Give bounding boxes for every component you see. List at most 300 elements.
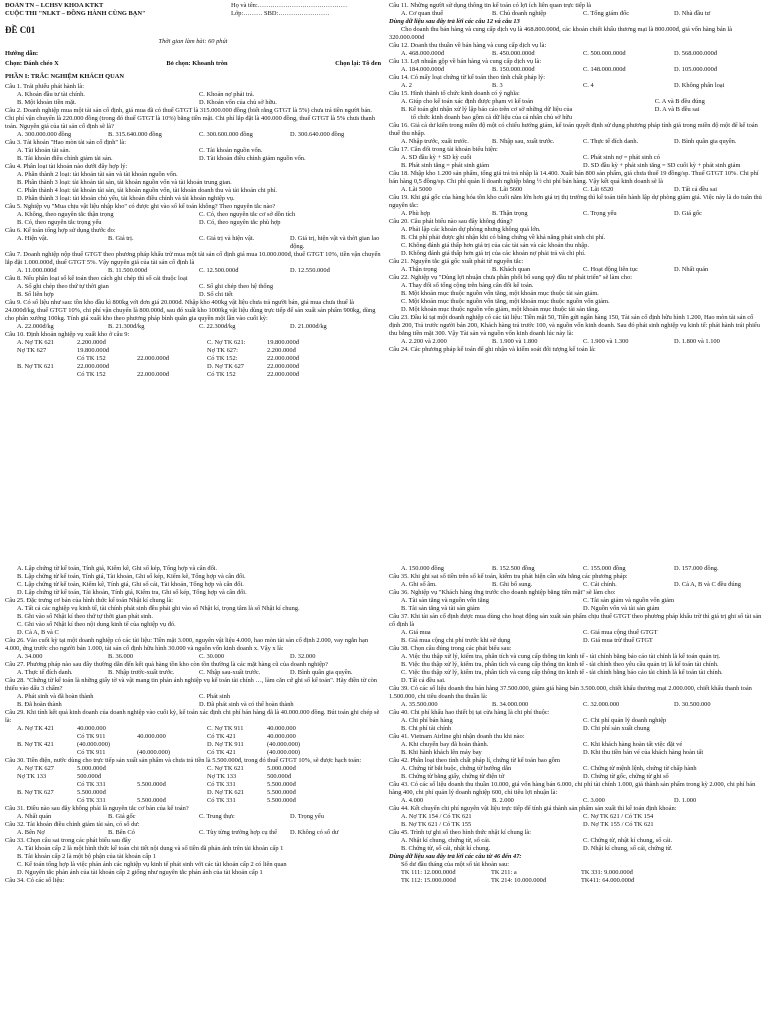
question-text: Câu 15. Hình thành tổ chức kinh doanh có ý nghĩa: — [389, 90, 520, 97]
option-a[interactable]: A. Khoản đầu tư tài chính. — [17, 91, 85, 98]
option-b[interactable]: B. Giá mua cộng chi phí trước khi sử dụng — [401, 637, 511, 644]
option-c[interactable]: C. 148.000.000đ — [583, 66, 626, 73]
option-b[interactable]: B. 11.500.000đ — [108, 267, 148, 274]
question-23 — [389, 314, 765, 346]
entry-cell: 5.000.000đ — [267, 765, 296, 772]
question-34-options — [389, 565, 765, 573]
entry-cell: Nợ TK 133 — [17, 773, 47, 780]
question-6 — [5, 227, 381, 251]
entry-cell: Có TK 152 — [77, 371, 106, 378]
option-a[interactable]: A. Phân thành 2 loại: tài khoản tài sản và tài khoản nguồn vốn. — [17, 171, 178, 178]
option-a[interactable]: A. 2 — [401, 82, 413, 89]
option-b[interactable]: B. 3 — [492, 82, 503, 89]
option-a[interactable]: A. Tài khoản cấp 2 là một hình thức kế toán chi tiết nội dung và số tiền đã phản ánh trên tài khoản cấp 1 — [17, 845, 284, 852]
option-c[interactable]: C. 4 — [583, 82, 594, 89]
entry-cell: Nợ TK 627 — [17, 347, 47, 354]
question-text: Câu 23. Đầu kì tại một doanh nghiệp có các tài liệu: Tiền mặt 50, Tiền gửi ngân hàng 150, Tài sản cố định hữu hình 1.200, Hao mòn tài sản cố định 200, Trả trước người bán 200, Khách hàng trả trước 100, và nguồn vốn kinh doanh. Sau đó phát sinh nghiệp vụ kinh tế: phát hành trái phiếu thu bằng tiền mặt 300. Vậy Tài sản và nguồn vốn kinh doanh lúc này là: — [389, 314, 760, 337]
option-d[interactable]: D. Chứng từ gốc, chứng từ ghi sổ — [583, 773, 669, 780]
name-field-label: Họ và tên:…………………………………… — [231, 2, 348, 9]
question-4 — [5, 163, 381, 203]
question-26 — [5, 637, 381, 661]
question-45 — [389, 829, 765, 853]
data-paragraph: Số dư đầu tháng của một số tài khoản sau: — [401, 861, 510, 868]
option-c[interactable]: C. Giá trị và hiện vật. — [199, 235, 255, 242]
option-d[interactable]: D. Bình quân gia quyền. — [674, 138, 737, 145]
question-text: Câu 21. Nguyên tắc giá gốc xuất phát từ nguyên tắc: — [389, 258, 524, 265]
question-text: Câu 41. Vietnam Airline ghi nhận doanh thu khi nào: — [389, 733, 525, 740]
option-c[interactable]: C. Tài sản giảm và nguồn vốn giảm — [583, 597, 675, 604]
option-d[interactable]: D. Cả A, B và C đều đúng — [674, 581, 741, 588]
option-b[interactable]: B. Giá trị. — [108, 235, 134, 242]
option-d[interactable]: D. Nhất quán — [674, 266, 709, 273]
option-a[interactable]: A. Nhất quán — [17, 813, 52, 820]
question-11 — [389, 2, 765, 18]
question-24-options — [5, 565, 381, 597]
option-b[interactable]: B. Chi phí phải được ghi nhận khi có bằng chứng về khả năng phát sinh chi phí. — [401, 234, 606, 241]
question-13 — [389, 58, 765, 74]
option-b[interactable]: B. Khi hành khách lên máy bay — [401, 749, 482, 756]
option-b-continued: tổ chức kinh doanh bao gồm cả dữ liệu của cá nhân chủ sở hữu — [411, 114, 573, 121]
option-d[interactable]: D. Đã phát sinh và có thể hoàn thành — [199, 701, 294, 708]
question-36 — [389, 589, 765, 613]
entry-cell: 5.000.000đ — [77, 765, 106, 772]
option-d[interactable]: D. Trọng yếu — [290, 813, 324, 820]
option-d[interactable]: D. A và B đều sai — [654, 106, 700, 113]
option-c[interactable]: C. Thực tế đích danh. — [583, 138, 639, 145]
entry-cell: Có TK 421 — [207, 733, 236, 740]
question-32 — [5, 821, 381, 837]
option-c[interactable]: C. 1.900 và 1.300 — [583, 338, 629, 345]
option-c[interactable]: C. Khi khách hàng hoàn tất việc đặt vé — [583, 741, 683, 748]
option-a[interactable]: A. Tài khoản tài sản. — [17, 147, 71, 154]
option-c[interactable]: C. 3.000 — [583, 797, 605, 804]
option-b[interactable]: B. Nhập trước-xuất trước. — [108, 669, 175, 676]
option-d[interactable]: D. 157.000 đồng. — [674, 565, 719, 572]
entry-cell: 22.000.000đ — [77, 363, 109, 370]
option-d[interactable]: D. 32.000 — [290, 653, 316, 660]
journal-entry-table — [5, 765, 381, 805]
balance-cell: TK411: 64.000.000đ — [581, 877, 635, 884]
option-c[interactable]: C. 22.300đ/kg — [199, 323, 236, 330]
entry-cell: 22.000.000đ — [267, 363, 299, 370]
option-a[interactable]: A. 22.000đ/kg — [17, 323, 54, 330]
exam-code: ĐỀ C01 — [5, 25, 36, 35]
option-d[interactable]: D. Chi phí sản xuất chung — [583, 725, 650, 732]
option-d[interactable]: D. Tất cả đều sai. — [401, 677, 446, 684]
entry-cell[interactable]: D. Nợ TK 621 — [207, 789, 244, 796]
question-text: Câu 6. Kế toán tổng hợp sử dụng thước đo: — [5, 227, 116, 234]
option-d[interactable]: D. Bình quân gia quyền. — [290, 669, 353, 676]
option-b[interactable]: B. Thận trọng — [492, 210, 528, 217]
option-b[interactable]: B. Ghi bổ sung. — [492, 581, 533, 588]
question-10 — [5, 331, 381, 379]
entry-cell — [137, 765, 207, 773]
option-a[interactable]: A. Chứng từ bắt buộc, chứng từ hướng dẫn — [401, 765, 512, 772]
option-d[interactable]: D. Nguồn vốn và tài sản giảm — [583, 605, 660, 612]
question-3 — [5, 139, 381, 163]
question-8 — [5, 275, 381, 299]
option-a[interactable]: A. Lập chứng từ kế toán, Tính giá, Kiểm kê, Ghi sổ kép, Tổng hợp và cân đối. — [17, 565, 218, 572]
option-c[interactable]: C. Phát sinh — [199, 693, 231, 700]
entry-cell: Có TK 152: — [207, 355, 238, 362]
option-d[interactable]: D. Không phân loại — [674, 82, 725, 89]
entry-cell[interactable]: A. Nợ TK 621 — [17, 339, 54, 346]
option-b[interactable]: B. Phân thành 3 loại: tài khoản tài sản, tài khoản nguồn vốn và tài khoản trung gian. — [17, 179, 232, 186]
question-text: Câu 43. Có các số liệu doanh thu thuần 10.000, giá vốn hàng bán 6.000, chi phí tài chính 1.000, giá thành sản phẩm trong kỳ 2.000, chi phí bán hàng 400, chi phí quản lý doanh nghiệp 600, chỉ tiêu lợi nhuận là: — [389, 781, 756, 796]
option-b[interactable]: B. Nợ TK 621 / Có TK 155 — [401, 821, 472, 828]
question-24 — [389, 346, 765, 354]
question-text: Câu 11. Những người sử dụng thông tin kế toán có lợi ích liên quan trực tiếp là — [389, 2, 592, 9]
question-text: Câu 7. Doanh nghiệp nộp thuế GTGT theo phương pháp khấu trừ mua một tài sản cố định giá mua 10.000.000đ, thuế GTGT 10%, tiền vận chuyển lắp đặt 1.000.000đ, thuế GTGT 5%. Vậy nguyên giá của tài sản cố định là — [5, 251, 381, 266]
entry-cell[interactable]: D. Nợ TK 627 — [207, 363, 244, 370]
question-text: Câu 45. Trình tự ghi sổ theo hình thức nhật kí chung là: — [389, 829, 532, 836]
question-18 — [389, 170, 765, 194]
option-d[interactable]: D. 21.000đ/kg — [290, 323, 327, 330]
entry-cell — [17, 781, 77, 789]
option-c[interactable]: C. 30.000 — [199, 653, 225, 660]
option-d[interactable]: D. Một khoản mục thuộc nguồn vốn giảm, một khoản mục thuộc tài sản tăng. — [401, 306, 600, 313]
question-15 — [389, 90, 765, 122]
entry-cell: 500.000đ — [77, 773, 101, 780]
option-a[interactable]: A. Tài sản tăng và nguồn vốn tăng — [401, 597, 489, 604]
entry-cell: 19.800.000đ — [77, 347, 109, 354]
page1-left-column — [5, 2, 381, 514]
answer-guide — [5, 60, 381, 68]
option-d[interactable]: D. Không đánh giá thấp hơn giá trị của các khoản nợ phải trả và chi phí. — [401, 250, 586, 257]
question-30 — [5, 757, 381, 805]
option-d[interactable]: D. Không có số dư — [290, 829, 339, 836]
entry-cell: (40.000.000) — [267, 741, 301, 748]
entry-cell[interactable]: B. Nợ TK 621 — [17, 363, 54, 370]
option-b[interactable]: B. Một khoản tiền mặt. — [17, 99, 77, 106]
question-text: Câu 35. Khi ghi sai số tiền trên sổ kế toán, kiểm tra phát hiện cần sửa bằng các phương pháp: — [389, 573, 628, 580]
entry-cell[interactable]: A. Nợ TK 627 — [17, 765, 54, 772]
question-text: Câu 37. Khi tài sản cố định được mua dùng cho hoạt động sản xuất sản phẩm chịu thuế GTGT theo phương pháp khấu trừ thì giá trị ghi sổ tài sản cố định là — [389, 613, 762, 628]
question-41 — [389, 733, 765, 757]
option-a[interactable]: A. 34.000 — [17, 653, 43, 660]
entry-cell — [137, 363, 207, 371]
option-a[interactable]: A. 468.000.000đ — [401, 50, 444, 57]
question-text: Câu 42. Phân loại theo tính chất pháp lí, chứng từ kế toán bao gồm — [389, 757, 560, 764]
option-b[interactable]: B. Giá gốc — [108, 813, 136, 820]
option-a[interactable]: A. Thận trọng — [401, 266, 437, 273]
entry-cell: 5.500.000đ — [137, 781, 166, 788]
option-d[interactable]: D. 1.800 và 1.100 — [674, 338, 720, 345]
question-text: Câu 19. Khi giá gốc của hàng hóa tồn kho cuối năm lớn hơn giá trị thị trường thì kế toán tiến hành lập dự phòng giảm giá. Việc này là do tuân thủ nguyên tắc: — [389, 194, 762, 209]
question-text: Câu 10. Định khoản nghiệp vụ xuất kho ở câu 9: — [5, 331, 130, 338]
option-a[interactable]: A. Cơ quan thuế — [401, 10, 444, 17]
option-c[interactable]: C. Lập chứng từ kế toán, Kiểm kê, Tính giá, Ghi sổ cái, Tài khoản, Tổng hợp và cân đối. — [17, 581, 244, 588]
option-c[interactable]: C. 300.600.000 đồng — [199, 131, 253, 138]
option-d[interactable]: D. Giá mua trừ thuế GTGT — [583, 637, 653, 644]
question-text: Câu 28. "Chứng từ kế toán là những giấy tờ và vật mang tin phản ánh nghiệp vụ kế toán tài chính …, làm căn cứ ghi sổ kế toán". Hãy điền từ còn thiếu vào dấu 3 chấm? — [5, 677, 377, 692]
option-c[interactable]: C. Chi phí quản lý doanh nghiệp — [583, 717, 667, 724]
option-b[interactable]: B. 1.900 và 1.800 — [492, 338, 538, 345]
question-5 — [5, 203, 381, 227]
option-b[interactable]: B. Ghi vào số Nhật kí theo thứ tự thời gian phát sinh. — [17, 613, 153, 620]
option-c[interactable]: C. Sổ ghi chép theo hệ thống — [199, 283, 274, 290]
option-c[interactable]: C. Nhập sau-xuất trước. — [199, 669, 261, 676]
option-c[interactable]: C. Phân thành 4 loại: tài khoản tài sản, tài khoản nguồn vốn, tài khoản doanh thu và tài khoản chi phí. — [17, 187, 278, 194]
option-b[interactable]: B. Việc thu thập xử lý, kiểm tra, phân tích và cung cấp thông tin kinh tế - tài chính theo yêu cầu quản trị là kế toán tài chính. — [401, 661, 719, 668]
option-a[interactable]: A. Lãi 5000 — [401, 186, 432, 193]
page1-right-column — [389, 2, 765, 514]
option-a[interactable]: A. Ghi số âm. — [401, 581, 437, 588]
question-text: Câu 25. Đặc trưng cơ bản của hình thức kế toán Nhật kí chung là: — [5, 597, 174, 604]
option-a[interactable]: A. 2.200 và 2.000 — [401, 338, 447, 345]
option-b[interactable]: B. Chi phí tài chính — [401, 725, 452, 732]
option-b[interactable]: B. Tài khoản điều chỉnh giảm tài sản. — [17, 155, 113, 162]
option-b[interactable]: B. Kế toán ghi nhận xử lý lập báo cáo trên cơ sở những dữ liệu của — [401, 106, 573, 113]
question-16 — [389, 122, 765, 146]
option-a[interactable]: A. Nợ TK 154 / Có TK 621 — [401, 813, 472, 820]
entry-cell[interactable]: C. Nợ TK 911 — [207, 725, 244, 732]
option-a[interactable]: A. 35.500.000 — [401, 701, 438, 708]
option-c[interactable]: C. Chứng từ mệnh lệnh, chứng từ chấp hành — [583, 765, 697, 772]
option-b[interactable]: B. Nhập sau, xuất trước. — [492, 138, 555, 145]
option-b[interactable]: B. 36.000 — [108, 653, 134, 660]
option-d[interactable]: D. Sổ chi tiết — [199, 291, 233, 298]
entry-cell: 5.500.000đ — [77, 789, 106, 796]
option-b[interactable]: B. 2.000 — [492, 797, 514, 804]
option-a[interactable]: A. Bên Nợ — [17, 829, 45, 836]
option-c[interactable]: C. Trọng yếu — [583, 210, 617, 217]
question-text: Câu 18. Nhập kho 1.200 sản phẩm, tổng giá trả trả nhập là 14.400. Xuất bán 800 sản phẩm, giá chưa thuế 19 đồng/sp. Thuế GTGT 10%. Chi phí bán hàng 0,5 đồng/sp. Chi phí quản lí doanh nghiệp bằng ½ chi phí bán hàng. Vậy kết quả kinh doanh sẽ là — [389, 170, 759, 185]
option-c[interactable]: C. Một khoản mục thuộc nguồn vốn tăng, một khoản mục thuộc nguồn vốn giảm. — [401, 298, 610, 305]
option-d[interactable]: D. Nhật kí chung, sổ cái, chứng từ. — [583, 845, 673, 852]
option-d[interactable]: D. SD đầu kỳ + phát sinh tăng = SD cuối kỳ + phát sinh giảm — [583, 162, 741, 169]
option-a[interactable]: A. Chi phí bán hàng — [401, 717, 453, 724]
question-7 — [5, 251, 381, 275]
option-b[interactable]: B. 450.000.000đ — [492, 50, 535, 57]
option-c[interactable]: C. 500.000.000đ — [583, 50, 626, 57]
question-39 — [389, 685, 765, 709]
option-d[interactable]: D. 12.550.000đ — [290, 267, 330, 274]
entry-cell: 22.000.000đ — [137, 355, 169, 362]
option-b[interactable]: B. 152.500 đồng — [492, 565, 535, 572]
question-text: Câu 31. Điều nào sau đây không phải là nguyên tắc cơ bản của kế toán? — [5, 805, 189, 812]
question-text: Câu 26. Vào cuối kỳ tại một doanh nghiệp có các tài liệu: Tiền mặt 3.000, nguyên vật liệu 4.000, hao mòn tài sản cố định 2.000, vay ngắn hạn 4.000, ứng trước cho người bán 1.000, tài sản cố định hữu hình 30.000 và nguồn vốn kinh doanh x. Vậy x là: — [5, 637, 369, 652]
option-c[interactable]: C. Tài khoản nguồn vốn. — [199, 147, 263, 154]
option-d[interactable]: D. Lập chứng từ kế toán, Tài khoản, Tính giá, Kiểm tra, Ghi sổ kép, Tổng hợp và cân đối. — [17, 589, 247, 596]
question-25 — [5, 597, 381, 637]
question-43 — [389, 781, 765, 805]
option-a[interactable]: A. Giá mua — [401, 629, 431, 636]
option-c[interactable]: C. 155.000 đồng — [583, 565, 626, 572]
journal-entry-table — [5, 725, 381, 757]
option-b[interactable]: B. Sổ liên hợp — [17, 291, 54, 298]
option-d[interactable]: D. Nguyên tắc phản ánh của tài khoản cấp 2 giống như nguyên tắc phản ánh của tài khoản cấp 1 — [17, 869, 263, 876]
option-c[interactable]: C. A và B đều đúng — [654, 98, 705, 105]
entry-cell: (40.000.000) — [137, 749, 171, 756]
question-2 — [5, 107, 381, 139]
option-c[interactable]: C. Phát sinh nợ = phát sinh có — [583, 154, 660, 161]
entry-cell: 22.000.000đ — [267, 355, 299, 362]
option-a[interactable]: A. Thực tế đích danh. — [17, 669, 73, 676]
question-33 — [5, 837, 381, 877]
option-a[interactable]: A. 4.000 — [401, 797, 424, 804]
option-b[interactable]: B. Khách quan — [492, 266, 531, 273]
entry-cell: Nợ TK 627: — [207, 347, 238, 354]
option-c[interactable]: C. 32.000.000 — [583, 701, 620, 708]
exam-header — [5, 2, 381, 18]
question-text: Câu 40. Chi phí khấu hao thiết bị tại cửa hàng là chi phí thuộc: — [389, 709, 550, 716]
question-text: Câu 44. Kết chuyển chi phí nguyên vật liệu trực tiếp để tính giá thành sản phẩm sản xuất thì kế toán định khoản: — [389, 805, 677, 812]
option-a[interactable]: A. 150.000 đồng — [401, 565, 444, 572]
option-a[interactable]: A. 184.000.000đ — [401, 66, 444, 73]
option-c[interactable]: C. Kế toán tổng hợp là việc phản ánh các nghiệp vụ kinh tế phát sinh với các tài khoản cấp 2 có liên quan — [17, 861, 287, 868]
option-b[interactable]: B. Tài sản tăng và tài sản giảm — [401, 605, 480, 612]
entry-cell[interactable]: A. Nợ TK 421 — [17, 725, 54, 732]
option-a[interactable]: A. SD đầu kỳ + SD kỳ cuối — [401, 154, 472, 161]
option-b[interactable]: B. 34.000.000 — [492, 701, 529, 708]
question-21 — [389, 258, 765, 274]
entry-cell: Có TK 152 — [207, 371, 236, 378]
question-text: Câu 39. Có các số liệu doanh thu bán hàng 37.500.000, giảm giá hàng bán 3.500.000, chiết khấu thương mại 2.000.000, chiết khấu thanh toán 1.500.000, chi tiêu doanh thu thuần là: — [389, 685, 752, 700]
exam-time: Thời gian làm bài: 60 phút — [158, 38, 228, 45]
contest-name: CUỘC THI "NLKT – ĐỒNG HÀNH CÙNG BẠN" — [5, 10, 146, 17]
option-d[interactable]: D. Có, theo nguyên tắc phù hợp — [199, 219, 281, 226]
option-c[interactable]: C. Nợ TK 621 / Có TK 154 — [583, 813, 654, 820]
option-c[interactable]: C. Tùy từng trường hợp cụ thể — [199, 829, 278, 836]
option-c[interactable]: C. Lãi 6520 — [583, 186, 614, 193]
option-d[interactable]: D. Tất cả đều sai — [674, 186, 718, 193]
question-text: Câu 20. Câu phát biểu nào sau đây không đúng? — [389, 218, 513, 225]
entry-cell: (40.000.000) — [267, 749, 301, 756]
question-text: Câu 13. Lợi nhuận gộp về bán hàng và cung cấp dịch vụ là: — [389, 58, 542, 65]
option-c[interactable]: C. Khoản nợ phải trả. — [199, 91, 255, 98]
page-break — [0, 516, 768, 563]
entry-cell[interactable]: C. Nợ TK 621 — [207, 765, 244, 772]
question-text: Câu 9. Có số liệu như sau: tồn kho đầu kì 800kg với đơn giá 20.000đ. Nhập kho 400kg vật liệu chưa trả người bán, giá mua chưa thuế là 24.000đ/kg, thuế GTGT 10%, chi phí vận chuyển là 800.000đ, sau đó xuất kho 1000kg vật liệu dùng trực tiếp để sản xuất sản phẩm 900kg, dùng cho phân xưởng 100kg. Tính giá xuất kho theo phương pháp bình quân gia quyền một lần vào cuối kỳ: — [5, 299, 376, 322]
option-a[interactable]: A. Phát sinh và đã hoàn thành — [17, 693, 94, 700]
entry-cell[interactable]: C. Nợ TK 621: — [207, 339, 246, 346]
entry-cell: 40.000.000 — [77, 725, 106, 732]
option-b[interactable]: B. Lập chứng từ kế toán, Tính giá, Tài khoản, Ghi sổ kép, Kiểm kê, Tổng hợp và cân đối. — [17, 573, 246, 580]
option-c[interactable]: C. Cải chính. — [583, 581, 617, 588]
option-d[interactable]: D. Giá gốc — [674, 210, 702, 217]
entry-cell — [137, 773, 207, 781]
question-19 — [389, 194, 765, 218]
option-b[interactable]: B. Phát sinh tăng = phát sinh giảm — [401, 162, 490, 169]
option-d[interactable]: D. Nợ TK 155 / Có TK 621 — [583, 821, 654, 828]
option-a[interactable]: A. Phù hợp — [401, 210, 431, 217]
question-1 — [5, 83, 381, 107]
option-b[interactable]: B. 150.000.000đ — [492, 66, 535, 73]
option-d[interactable]: D. Giá trị, hiện vật và thời gian lao động. — [290, 235, 380, 250]
option-c[interactable]: C. Chứng từ, nhật kí chung, sổ cái. — [583, 837, 673, 844]
entry-cell: 2.200.000đ — [77, 339, 106, 346]
option-a[interactable]: A. Sổ ghi chép theo thứ tự thời gian — [17, 283, 109, 290]
option-b[interactable]: B. Có, theo nguyên tắc trọng yếu — [17, 219, 102, 226]
question-12 — [389, 42, 765, 58]
option-c[interactable]: C. 12.500.000đ — [199, 267, 239, 274]
question-text: Câu 38. Chọn câu đúng trong các phát biểu sau: — [389, 645, 512, 652]
option-b[interactable]: B. Chủ doanh nghiệp — [492, 10, 547, 17]
question-22 — [389, 274, 765, 314]
balance-cell: TK 111: 12.000.000đ — [401, 869, 456, 876]
entry-cell[interactable]: D. Nợ TK 911 — [207, 741, 244, 748]
question-37 — [389, 613, 765, 645]
entry-cell: Có TK 331 — [77, 781, 106, 788]
option-d[interactable]: D. 105.000.000đ — [674, 66, 717, 73]
entry-cell — [17, 371, 77, 379]
option-c[interactable]: C. Có, theo nguyên tắc cơ sở dồn tích — [199, 211, 296, 218]
option-a[interactable]: A. Việc thu thập xử lý, kiểm tra, phân tích và cung cấp thông tin kinh tế - tài chính bằng báo cáo tài chính là kế toán quản trị. — [401, 653, 721, 660]
option-b[interactable]: B. Chứng từ bằng giấy, chứng từ điện tử — [401, 773, 505, 780]
option-c[interactable]: C. Giá mua cộng thuế GTGT — [583, 629, 658, 636]
option-d[interactable]: D. Cả A, B và C — [17, 629, 59, 636]
question-27 — [5, 661, 381, 677]
guide-title: Hướng dẫn: — [5, 50, 39, 57]
option-b[interactable]: B. Lãi 5600 — [492, 186, 523, 193]
option-a[interactable]: A. 300.000.000 đồng — [17, 131, 72, 138]
question-text: Câu 1. Trái phiếu phát hành là: — [5, 83, 84, 90]
option-a[interactable]: A. Khi chuyến bay đã hoàn thành. — [401, 741, 489, 748]
option-a[interactable]: A. Hiện vật. — [17, 235, 49, 242]
option-b[interactable]: B. Một khoản mục thuộc nguồn vốn tăng, một khoản mục thuộc tài sản giảm. — [401, 290, 599, 297]
option-a[interactable]: A. Giúp cho kế toán xác định được phạm vi kế toán — [401, 98, 534, 105]
entry-cell: 19.800.000đ — [267, 339, 299, 346]
data-note: Dùng dữ liệu sau đây trả lời các câu 12 và câu 13 — [389, 18, 520, 25]
guide-choose: Chọn: Đánh chéo X — [5, 60, 59, 67]
option-a[interactable]: A. Nhật kí chung, chứng từ, sổ cái. — [401, 837, 491, 844]
option-a[interactable]: A. 11.000.000đ — [17, 267, 57, 274]
option-d[interactable]: D. Nhà đầu tư — [674, 10, 711, 17]
entry-cell: 22.000.000đ — [137, 371, 169, 378]
option-d[interactable]: D. 1.000 — [674, 797, 697, 804]
option-a[interactable]: A. Phải lập các khoản dự phòng nhưng không quá lớn. — [401, 226, 541, 233]
question-44 — [389, 805, 765, 829]
option-c[interactable]: C. Hoạt động liên tục — [583, 266, 638, 273]
question-text: Câu 24. Các phương pháp kế toán để ghi nhận và kiểm soát đối tượng kế toán là: — [389, 346, 596, 353]
entry-cell: 40.000.000 — [137, 733, 166, 740]
question-text: Câu 27. Phương pháp nào sau đây thường dẫn đến kết quả hàng tồn kho còn tồn thường là các mặt hàng cũ của doanh nghiệp? — [5, 661, 328, 668]
part-title: PHẦN I: TRẮC NGHIỆM KHÁCH QUAN — [5, 73, 124, 80]
option-d[interactable]: D. 30.500.000 — [674, 701, 711, 708]
option-d[interactable]: D. 568.000.000đ — [674, 50, 717, 57]
option-a[interactable]: A. Nhập trước, xuất trước. — [401, 138, 469, 145]
question-text: Câu 30. Tiền điện, nước dùng cho trực tiếp sản xuất sản phẩm và chưa trả tiền là 5.500.000đ, trong đó thuế GTGT 10%, sẽ được hạch toán: — [5, 757, 362, 764]
option-a[interactable]: A. Tất cả các nghiệp vụ kinh tế, tài chính phát sinh đều phải ghi vào số Nhật kí, trọng tâm là số Nhật kí chung. — [17, 605, 300, 612]
entry-cell: Có TK 331 — [77, 797, 106, 804]
option-d[interactable]: D. Khoản vốn của chủ sở hữu. — [199, 99, 277, 106]
option-b[interactable]: B. Bên Có — [108, 829, 135, 836]
option-b[interactable]: B. Chứng từ, sổ cái, nhật kí chung. — [401, 845, 491, 852]
option-c[interactable]: C. Việc thu thập xử lý, kiểm tra, phân tích và cung cấp thông tin kinh tế - tài chính bằng báo cáo tài chính là kế toán tài chính. — [401, 669, 723, 676]
entry-cell[interactable]: B. Nợ TK 421 — [17, 741, 54, 748]
option-d[interactable]: D. Khi thu tiền bán vé của khách hàng hoàn tất — [583, 749, 704, 756]
option-c[interactable]: C. Tổng giám đốc — [583, 10, 630, 17]
question-29 — [5, 709, 381, 757]
option-d[interactable]: D. Tài khoản điều chỉnh giảm nguồn vốn. — [199, 155, 306, 162]
entry-cell[interactable]: B. Nợ TK 627 — [17, 789, 54, 796]
entry-cell — [137, 789, 207, 797]
entry-cell: 40.000.000 — [267, 733, 296, 740]
option-c[interactable]: C. Không đánh giá thấp hơn giá trị của các tài sản và các khoản thu nhập. — [401, 242, 589, 249]
option-d[interactable]: D. 300.640.000 đồng — [290, 131, 345, 138]
option-c[interactable]: C. Ghi vào số Nhật kí theo nội dung kinh tế của nghiệp vụ đó. — [17, 621, 176, 628]
option-c[interactable]: C. Trung thực — [199, 813, 235, 820]
option-a[interactable]: A. Thay đổi số tổng cộng trên bảng cân đối kế toán. — [401, 282, 534, 289]
page2-left-column — [5, 565, 381, 1021]
option-b[interactable]: B. 21.300đ/kg — [108, 323, 145, 330]
option-d[interactable]: D. Phân thành 3 loại: tài khoản chủ yếu, tài khoản điều chỉnh và tài khoản nghiệp vụ. — [17, 195, 235, 202]
option-b[interactable]: B. Tài khoản cấp 2 là một bộ phận của tài khoản cấp 1 — [17, 853, 157, 860]
option-b[interactable]: B. Đã hoàn thành — [17, 701, 62, 708]
option-b[interactable]: B. 315.640.000 đồng — [108, 131, 162, 138]
option-a[interactable]: A. Không, theo nguyên tắc thận trọng — [17, 211, 114, 218]
